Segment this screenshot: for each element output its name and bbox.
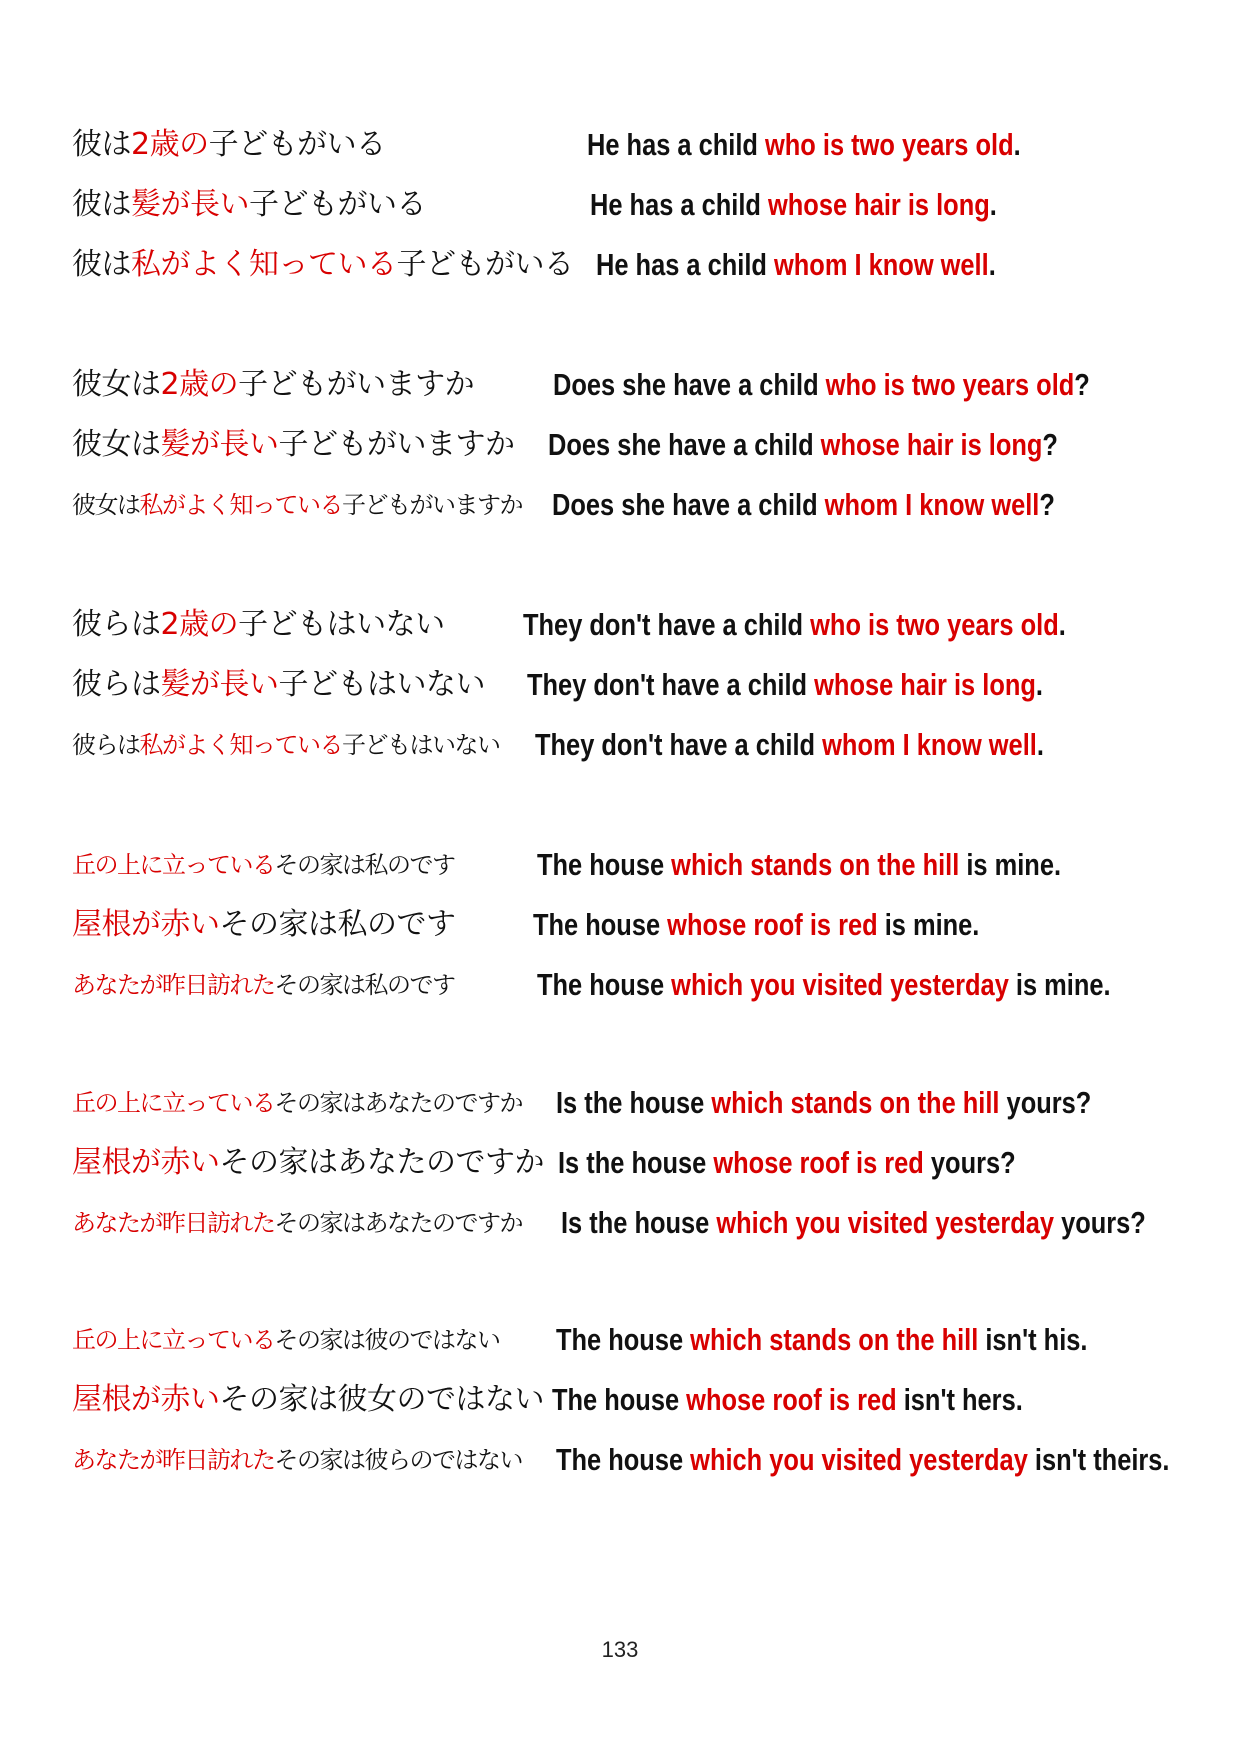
japanese-sentence — [72, 115, 386, 175]
example-row-3-2 — [0, 955, 1240, 1015]
ja-segment: 彼らは — [72, 667, 161, 702]
example-row-1-2 — [0, 475, 1240, 535]
japanese-sentence — [72, 715, 500, 775]
english-sentence — [552, 475, 1055, 535]
example-row-3-0 — [0, 835, 1240, 895]
en-segment: The house — [537, 967, 672, 1002]
english-sentence — [556, 1310, 1087, 1370]
example-group-5 — [0, 1310, 1240, 1490]
en-segment: He has a child — [596, 247, 775, 282]
ja-highlight: 私がよく知っている — [139, 491, 342, 519]
en-highlight: which you visited yesterday — [716, 1205, 1055, 1240]
ja-segment: その家はあなたのですか — [274, 1209, 522, 1237]
page-number: 133 — [601, 1637, 639, 1662]
en-segment: They don't have a child — [523, 607, 811, 642]
example-row-5-0 — [0, 1310, 1240, 1370]
en-segment: Does she have a child — [552, 487, 825, 522]
en-highlight: whom I know well — [774, 247, 989, 282]
en-segment: He has a child — [590, 187, 769, 222]
ja-segment: その家は私のです — [219, 907, 456, 942]
en-segment: He has a child — [587, 127, 766, 162]
ja-highlight: あなたが昨日訪れた — [72, 1209, 275, 1237]
ja-segment: 彼は — [72, 187, 131, 222]
english-sentence — [561, 1193, 1146, 1253]
en-highlight: whose roof is red — [686, 1382, 897, 1417]
ja-highlight: 2歳の — [131, 127, 209, 162]
japanese-sentence — [72, 1430, 522, 1490]
english-sentence — [533, 895, 979, 955]
ja-highlight: 屋根が赤い — [72, 1145, 220, 1180]
en-highlight: which stands on the hill — [711, 1085, 1000, 1120]
ja-segment: その家はあなたのですか — [274, 1089, 522, 1117]
example-row-4-1 — [0, 1133, 1240, 1193]
ja-segment: その家は彼のではない — [274, 1326, 500, 1354]
en-segment: is mine. — [1008, 967, 1111, 1002]
ja-segment: 彼らは — [72, 731, 140, 759]
english-sentence — [537, 955, 1111, 1015]
ja-highlight: 髪が長い — [160, 667, 279, 702]
en-segment: They don't have a child — [527, 667, 815, 702]
japanese-sentence — [72, 1370, 544, 1430]
english-sentence — [548, 415, 1058, 475]
example-group-2 — [0, 595, 1240, 775]
en-segment: . — [989, 187, 997, 222]
en-highlight: who is two years old — [825, 367, 1075, 402]
en-highlight: which you visited yesterday — [690, 1442, 1028, 1477]
english-sentence — [552, 1370, 1023, 1430]
english-sentence — [537, 835, 1061, 895]
ja-highlight: あなたが昨日訪れた — [72, 971, 275, 999]
ja-highlight: 髪が長い — [160, 427, 279, 462]
ja-segment: その家は彼女のではない — [219, 1382, 544, 1417]
en-highlight: whose hair is long — [820, 427, 1043, 462]
en-segment: The house — [556, 1322, 691, 1357]
japanese-sentence — [72, 1310, 500, 1370]
ja-segment: 子どもがいますか — [342, 491, 522, 519]
ja-highlight: 丘の上に立っている — [72, 1326, 275, 1354]
example-row-4-2 — [0, 1193, 1240, 1253]
japanese-sentence — [72, 655, 485, 715]
en-segment: Is the house — [558, 1145, 714, 1180]
example-group-1 — [0, 355, 1240, 535]
ja-highlight: 私がよく知っている — [139, 731, 342, 759]
japanese-sentence — [72, 895, 456, 955]
ja-segment: その家は私のです — [274, 971, 455, 999]
en-highlight: which stands on the hill — [690, 1322, 979, 1357]
english-sentence — [553, 355, 1090, 415]
english-sentence — [527, 655, 1043, 715]
en-segment: . — [1058, 607, 1066, 642]
en-segment: Is the house — [561, 1205, 717, 1240]
ja-segment: 子どもはいない — [238, 607, 445, 642]
en-segment: yours? — [1054, 1205, 1146, 1240]
example-row-2-0 — [0, 595, 1240, 655]
example-group-3 — [0, 835, 1240, 1015]
en-segment: The house — [552, 1382, 687, 1417]
ja-segment: 彼らは — [72, 607, 161, 642]
example-row-2-1 — [0, 655, 1240, 715]
english-sentence — [596, 235, 996, 295]
en-highlight: who is two years old — [810, 607, 1059, 642]
en-highlight: whose roof is red — [713, 1145, 924, 1180]
example-row-0-1 — [0, 175, 1240, 235]
en-highlight: which stands on the hill — [671, 847, 960, 882]
en-segment: . — [1035, 667, 1043, 702]
english-sentence — [556, 1073, 1091, 1133]
ja-highlight: 屋根が赤い — [72, 1382, 220, 1417]
ja-highlight: 屋根が赤い — [72, 907, 220, 942]
example-row-2-2 — [0, 715, 1240, 775]
japanese-sentence — [72, 415, 515, 475]
en-highlight: whose hair is long — [768, 187, 990, 222]
ja-segment: その家は私のです — [274, 851, 455, 879]
ja-segment: 彼は — [72, 127, 131, 162]
ja-segment: その家はあなたのですか — [219, 1145, 544, 1180]
en-segment: ? — [1039, 487, 1055, 522]
ja-highlight: 2歳の — [160, 607, 239, 642]
english-sentence — [590, 175, 997, 235]
japanese-sentence — [72, 595, 445, 655]
english-sentence — [558, 1133, 1016, 1193]
english-sentence — [587, 115, 1021, 175]
ja-segment: 子どもがいますか — [278, 427, 515, 462]
en-highlight: whom I know well — [822, 727, 1037, 762]
ja-highlight: 丘の上に立っている — [72, 851, 275, 879]
en-segment: Does she have a child — [553, 367, 826, 402]
en-highlight: whom I know well — [824, 487, 1040, 522]
example-row-5-1 — [0, 1370, 1240, 1430]
en-segment: Is the house — [556, 1085, 712, 1120]
en-segment: ? — [1042, 427, 1058, 462]
example-row-4-0 — [0, 1073, 1240, 1133]
en-segment: yours? — [923, 1145, 1016, 1180]
english-sentence — [556, 1430, 1169, 1490]
japanese-sentence — [72, 235, 574, 295]
en-segment: . — [1013, 127, 1021, 162]
en-segment: isn't hers. — [896, 1382, 1023, 1417]
english-sentence — [535, 715, 1044, 775]
ja-segment: その家は彼らのではない — [274, 1446, 522, 1474]
japanese-sentence — [72, 955, 455, 1015]
ja-segment: 子どもがいますか — [238, 367, 475, 402]
japanese-sentence — [72, 355, 474, 415]
japanese-sentence — [72, 835, 455, 895]
en-segment: is mine. — [877, 907, 980, 942]
ja-segment: 子どもがいる — [249, 187, 426, 222]
ja-highlight: 髪が長い — [131, 187, 249, 222]
ja-segment: 彼は — [72, 247, 131, 282]
ja-segment: 彼女は — [72, 427, 161, 462]
ja-segment: 子どもはいない — [278, 667, 485, 702]
en-segment: isn't theirs. — [1027, 1442, 1170, 1477]
example-row-3-1 — [0, 895, 1240, 955]
en-segment: yours? — [999, 1085, 1092, 1120]
ja-highlight: あなたが昨日訪れた — [72, 1446, 275, 1474]
ja-segment: 子どもはいない — [342, 731, 500, 759]
en-segment: . — [1036, 727, 1044, 762]
ja-segment: 彼女は — [72, 491, 140, 519]
en-segment: Does she have a child — [548, 427, 821, 462]
japanese-sentence — [72, 175, 426, 235]
en-highlight: who is two years old — [765, 127, 1014, 162]
en-highlight: which you visited yesterday — [671, 967, 1009, 1002]
japanese-sentence — [72, 1073, 522, 1133]
en-segment: . — [988, 247, 996, 282]
example-row-1-0 — [0, 355, 1240, 415]
japanese-sentence — [72, 1193, 522, 1253]
ja-highlight: 丘の上に立っている — [72, 1089, 275, 1117]
en-segment: The house — [533, 907, 668, 942]
en-segment: ? — [1074, 367, 1090, 402]
ja-segment: 子どもがいる — [208, 127, 386, 162]
en-segment: is mine. — [959, 847, 1062, 882]
example-group-0 — [0, 115, 1240, 295]
en-highlight: whose hair is long — [814, 667, 1036, 702]
en-segment: The house — [537, 847, 672, 882]
japanese-sentence — [72, 475, 522, 535]
ja-highlight: 私がよく知っている — [131, 247, 397, 282]
english-sentence — [523, 595, 1066, 655]
ja-segment: 彼女は — [72, 367, 161, 402]
ja-highlight: 2歳の — [160, 367, 239, 402]
en-segment: The house — [556, 1442, 691, 1477]
example-row-0-0 — [0, 115, 1240, 175]
example-row-1-1 — [0, 415, 1240, 475]
japanese-sentence — [72, 1133, 544, 1193]
example-group-4 — [0, 1073, 1240, 1253]
example-row-0-2 — [0, 235, 1240, 295]
example-row-5-2 — [0, 1430, 1240, 1490]
en-segment: They don't have a child — [535, 727, 823, 762]
en-highlight: whose roof is red — [667, 907, 878, 942]
en-segment: isn't his. — [978, 1322, 1088, 1357]
ja-segment: 子どもがいる — [396, 247, 574, 282]
